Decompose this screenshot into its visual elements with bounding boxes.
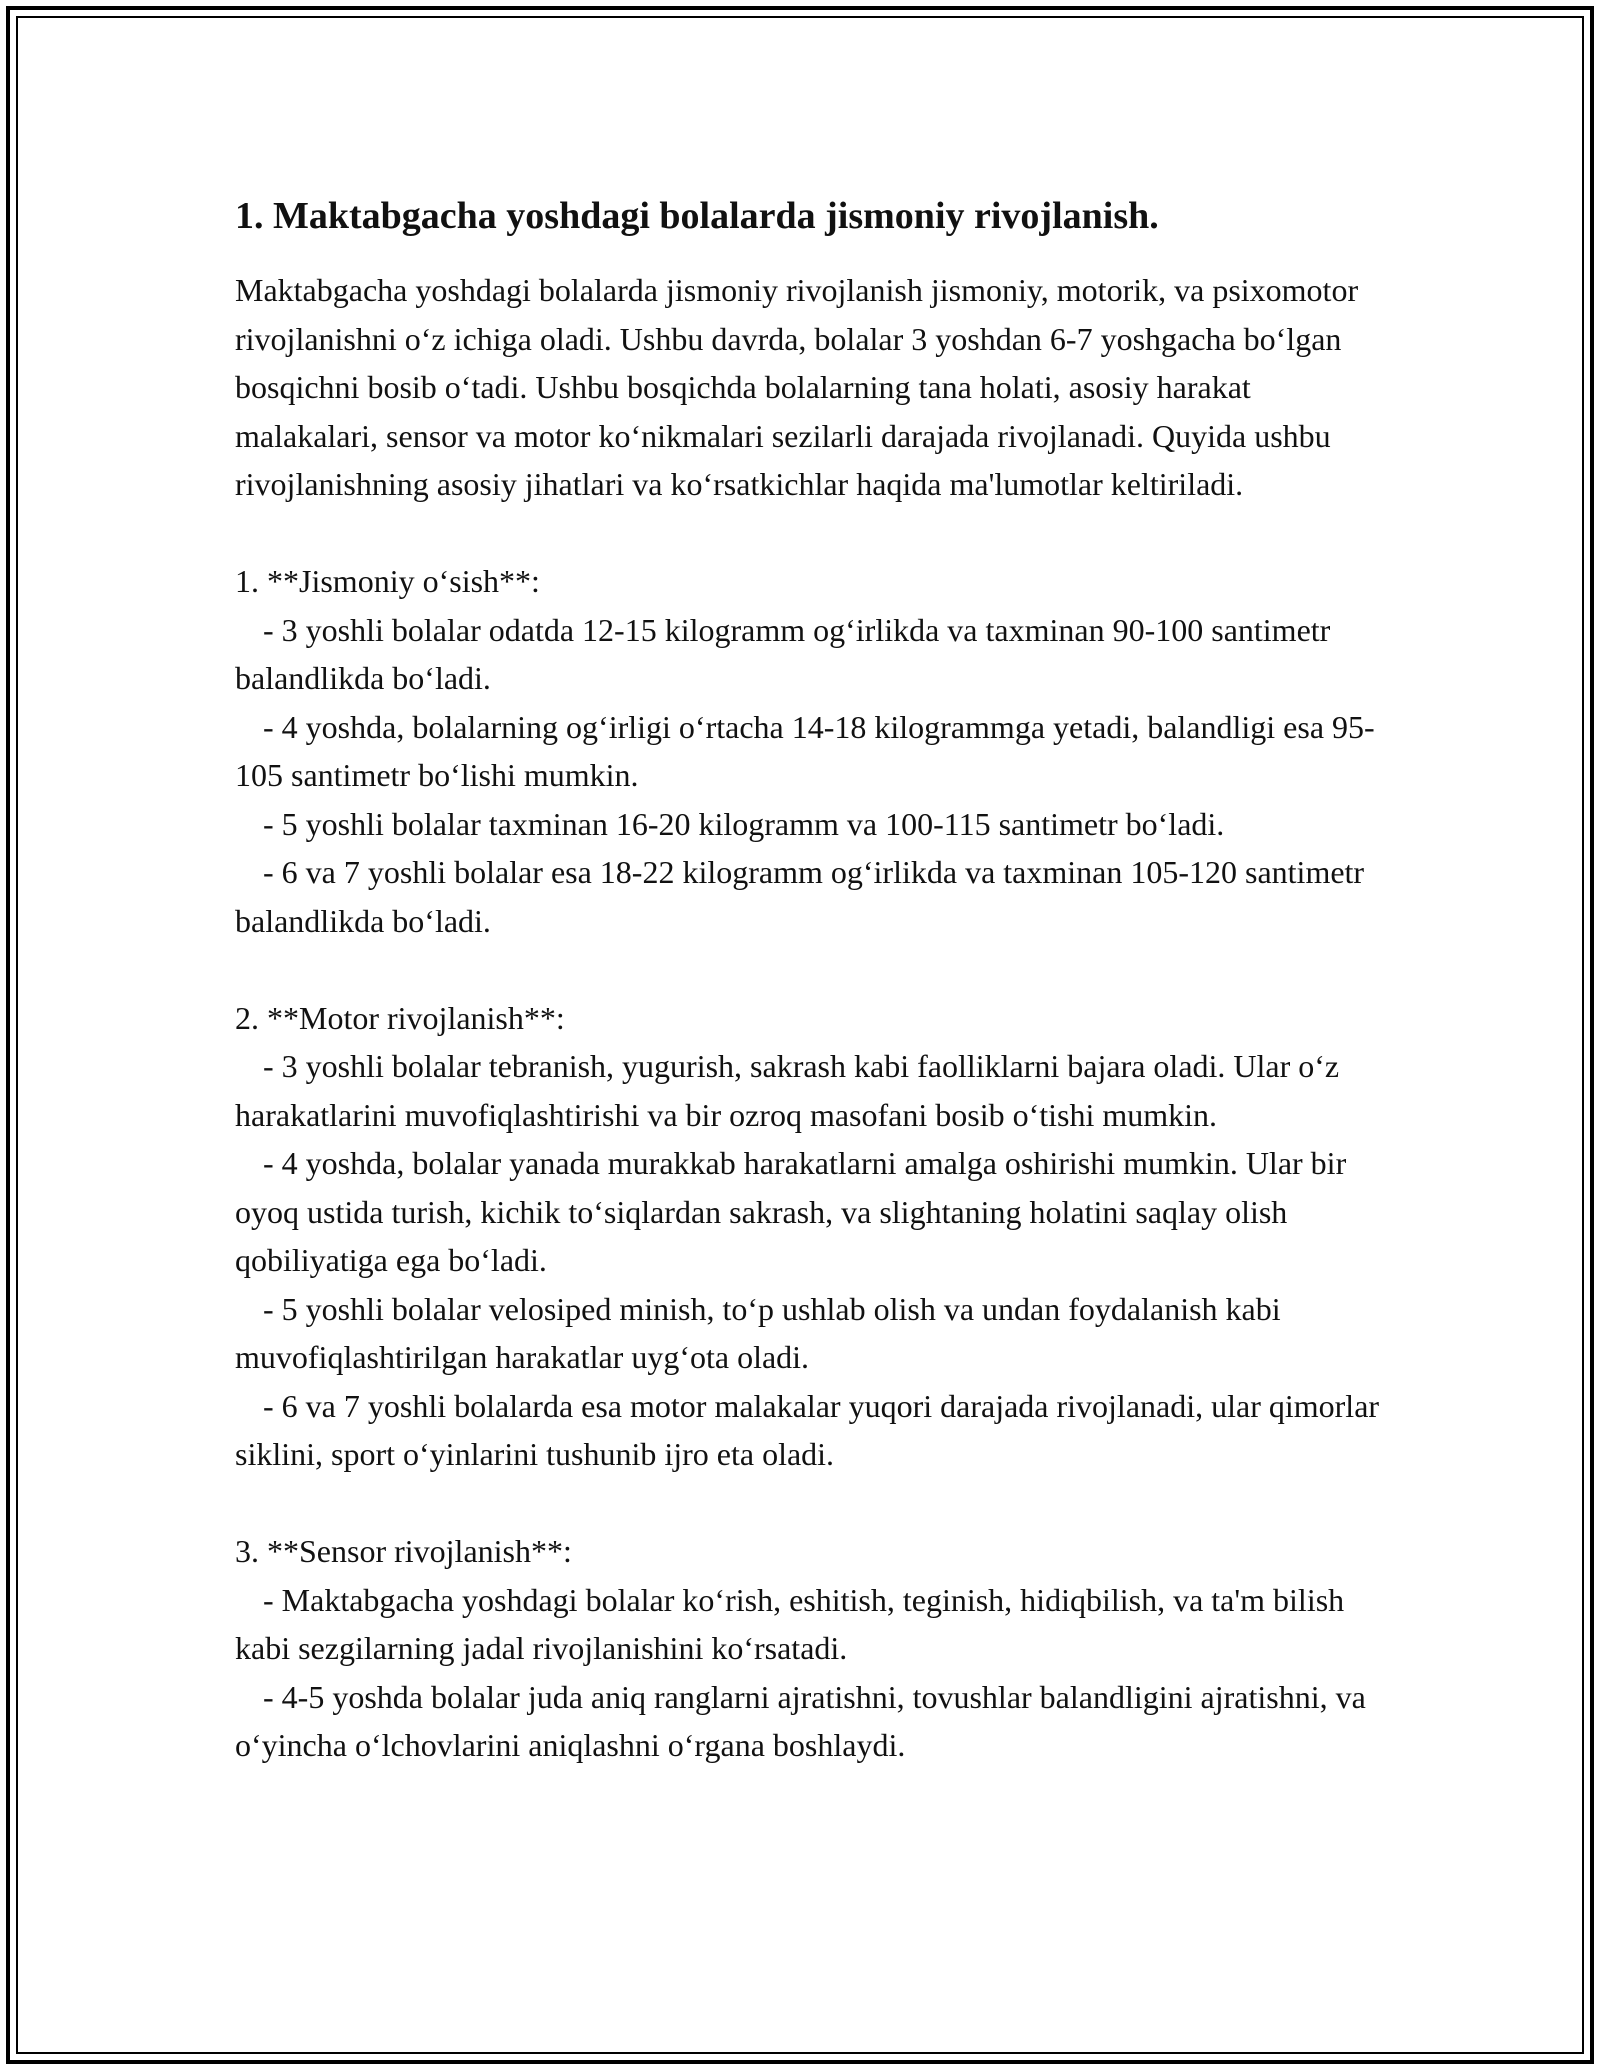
section-title: 2. **Motor rivojlanish**:: [235, 999, 565, 1036]
section-title: 1. **Jismoniy o‘sish**:: [235, 563, 540, 599]
list-item: - 3 yoshli bolalar odatda 12-15 kilogramm og‘irlikda va taxminan 90-100 santimetr balandlikda bo‘ladi.: [235, 611, 1331, 696]
document-body: [235, 186, 1385, 1770]
list-item: - 5 yoshli bolalar taxminan 16-20 kilogramm va 100-115 santimetr bo‘ladi.: [263, 805, 1225, 842]
section-motor-development: [235, 994, 1385, 1479]
list-item: - Maktabgacha yoshdagi bolalar ko‘rish, eshitish, teginish, hidiqbilish, va ta'm bilish kabi sezgilarning jadal rivojlanishini ko‘rsatadi.: [235, 1581, 1345, 1666]
list-item: - 4 yoshda, bolalarning og‘irligi o‘rtacha 14-18 kilogrammga yetadi, balandligi esa 95-105 santimetr bo‘lishi mumkin.: [235, 708, 1375, 793]
list-item: - 4-5 yoshda bolalar juda aniq ranglarni ajratishni, tovushlar balandligini ajratishni, va o‘yincha o‘lchovlarini aniqlashni o‘rgana boshlaydi.: [235, 1678, 1366, 1763]
section-sensor-development: [235, 1527, 1385, 1770]
list-item: - 3 yoshli bolalar tebranish, yugurish, sakrash kabi faolliklarni bajara oladi. Ular o‘z harakatlarini muvofiqlashtirishi va bir ozroq masofani bosib o‘tishi mumkin.: [235, 1048, 1340, 1133]
intro-paragraph: Maktabgacha yoshdagi bolalarda jismoniy rivojlanish jismoniy, motorik, va psixomotor rivojlanishni o‘z ichiga oladi. Ushbu davrda, bolalar 3 yoshdan 6-7 yoshgacha bo‘lgan bosqichni bosib o‘tadi. Ushbu bosqichda bolalarning tana holati, asosiy harakat malakalari, sensor va motor ko‘nikmalari sezilarli darajada rivojlanadi. Quyida ushbu rivojlanishning asosiy jihatlari va ko‘rsatkichlar haqida ma'lumotlar keltiriladi.: [235, 272, 1359, 502]
section-title: 3. **Sensor rivojlanish**:: [235, 1533, 572, 1569]
list-item: - 6 va 7 yoshli bolalarda esa motor malakalar yuqori darajada rivojlanadi, ular qimorlar siklini, sport o‘yinlarini tushunib ijro eta oladi.: [235, 1387, 1380, 1472]
list-item: - 4 yoshda, bolalar yanada murakkab harakatlarni amalga oshirishi mumkin. Ular bir oyoq ustida turish, kichik to‘siqlardan sakrash, va slightaning holatini saqlay olish qobiliyatiga ega bo‘ladi.: [235, 1145, 1347, 1278]
list-item: - 5 yoshli bolalar velosiped minish, to‘p ushlab olish va undan foydalanish kabi muvofiqlashtirilgan harakatlar uyg‘ota oladi.: [235, 1290, 1281, 1375]
document-heading: 1. Maktabgacha yoshdagi bolalarda jismoniy rivojlanish.: [235, 195, 1159, 237]
list-item: - 6 va 7 yoshli bolalar esa 18-22 kilogramm og‘irlikda va taxminan 105-120 santimetr balandlikda bo‘ladi.: [235, 854, 1365, 939]
section-physical-growth: [235, 557, 1385, 945]
